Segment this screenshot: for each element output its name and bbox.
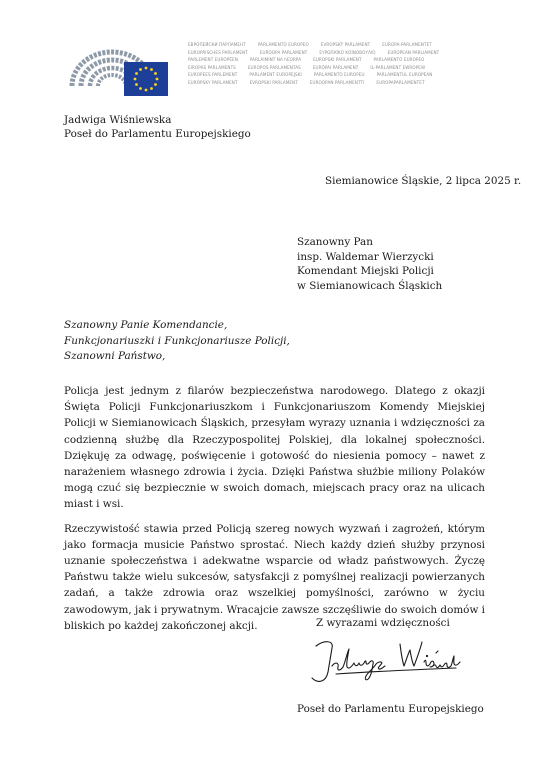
recipient-line: Komendant Miejski Policji [297, 265, 434, 278]
parliament-names-row: EUROPÄISCHES PARLAMENT EUROOPA PARLAMENT ΕΥΡΩΠΑΪΚΟ ΚΟΙΝΟΒΟΥΛΙΟ EUROPEAN PARLIAMENT [188, 49, 440, 55]
salutation-line: Funkcjonariuszki i Funkcjonariusze Policji, [64, 334, 290, 347]
parliament-names-row: PARLEMENT EUROPÉEN PARLAIMINT NA hEORPA EUROPSKI PARLAMENT PARLAMENTO EUROPEO [188, 57, 425, 62]
parliament-names-row: EURÓPSKY PARLAMENT EVROPSKI PARLAMENT EUROOPAN PARLAMENTTI EUROPAPARLAMENTET [188, 79, 425, 85]
signature-title: Poseł do Parlamentu Europejskiego [297, 703, 484, 715]
letter-date: Siemianowice Śląskie, 2 lipca 2025 r. [325, 175, 522, 187]
european-parliament-logo [66, 38, 176, 100]
sender-name: Jadwiga Wiśniewska [64, 114, 172, 126]
parliament-names-row: EUROPEES PARLEMENT PARLAMENT EUROPEJSKI PARLAMENTO EUROPEU PARLAMENTUL EUROPEAN [188, 72, 433, 77]
body-paragraph: Rzeczywistość stawia przed Policją szereg nowych wyzwań i zagrożeń, którym jako formacja musicie Państwo sprostać. Niech każdy dzień służby przynosi uznanie społeczeństwa i adekwatne wsparcie od władz państwowych. Życzę Państwu także wielu sukcesów, satysfakcji z pomyślnej realizacji powierzanych zadań, a także zdrowia oraz wszelkiej pomyślności, zarówno w życiu zawodowym, jak i prywatnym. Wracajcie zawsze szczęśliwie do swoich domów i bliskich po każdej zakończonej akcji. [64, 522, 485, 632]
sender-title: Poseł do Parlamentu Europejskiego [64, 128, 251, 140]
salutation-line: Szanowny Panie Komendancie, [64, 319, 228, 331]
recipient-line: insp. Waldemar Wierzycki [297, 250, 434, 263]
salutation-line: Szanowni Państwo, [64, 350, 166, 363]
parliament-names-block [188, 41, 488, 86]
recipient-line: w Siemianowicach Śląskich [297, 280, 443, 293]
salutation-block [64, 318, 290, 365]
closing-phrase: Z wyrazami wdzięczności [316, 617, 450, 629]
body-paragraph: Policja jest jednym z filarów bezpieczeństwa narodowego. Dlatego z okazji Święta Policji Funkcjonariuszkom i Funkcjonariuszom Komendy Miejskiej Policji w Siemianowicach Śląskich, przesyłam wyrazy uznania i wdzięczności za codzienną służbę dla Rzeczypospolitej Polskiej, dla lokalnej społeczności. Dziękuję za odwagę, poświęcenie i gotowość do niesienia pomocy – nawet z narażeniem własnego zdrowia i życia. Dzięki Państwa służbie miliony Polaków mogą czuć się bezpiecznie w swoich domach, miejscach pracy oraz na ulicach miast i wsi. [64, 385, 485, 511]
recipient-line: Szanowny Pan [297, 236, 373, 248]
parliament-names-row: EIROPAS PARLAMENTS EUROPOS PARLAMENTAS EURÓPAI PARLAMENT IL-PARLAMENT EWROPEW [188, 64, 426, 70]
sender-block [64, 113, 251, 141]
handwritten-signature [296, 632, 466, 688]
letter-body [64, 383, 485, 642]
recipient-block [297, 235, 442, 294]
parliament-names-row: ЕВРОПЕЙСКИ ПАРЛАМЕНТ PARLAMENTO EUROPEO EVROPSKÝ PARLAMENT EUROPA-PARLAMENTET [188, 42, 432, 47]
